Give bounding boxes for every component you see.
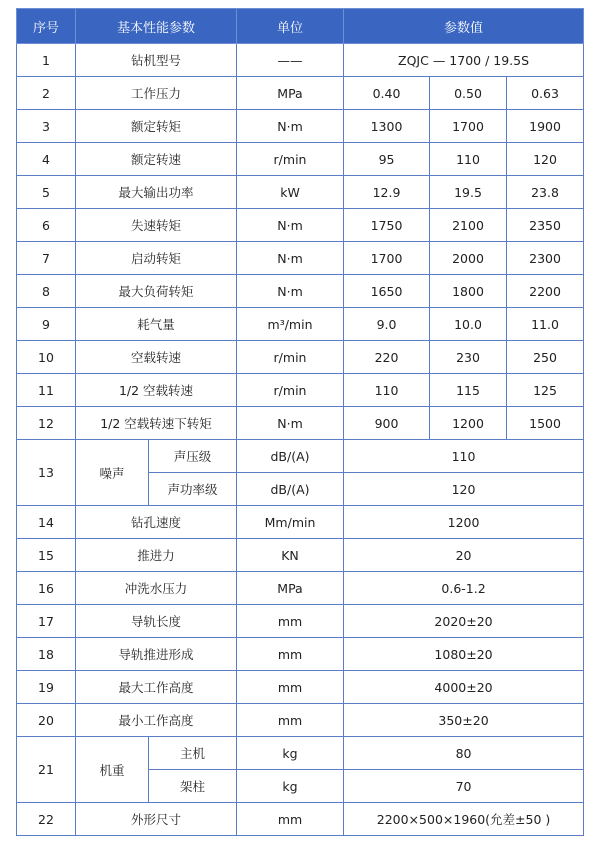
unit-cell: dB/(A): [237, 440, 344, 473]
unit-cell: dB/(A): [237, 473, 344, 506]
param-sub-name: 声压级: [149, 440, 237, 473]
unit-cell: N·m: [237, 275, 344, 308]
value-cell: 1200: [344, 506, 584, 539]
value-cell: 120: [507, 143, 584, 176]
unit-cell: mm: [237, 704, 344, 737]
value-cell: 19.5: [430, 176, 507, 209]
value-cell: 0.50: [430, 77, 507, 110]
param-name: 1/2 空载转速下转矩: [76, 407, 237, 440]
unit-cell: r/min: [237, 374, 344, 407]
param-name: 钻机型号: [76, 44, 237, 77]
table-row: [17, 704, 584, 737]
table-row: [17, 572, 584, 605]
unit-cell: N·m: [237, 110, 344, 143]
value-cell: 10.0: [430, 308, 507, 341]
row-no: 4: [17, 143, 76, 176]
value-cell: 1200: [430, 407, 507, 440]
param-name: 导轨推进形成: [76, 638, 237, 671]
param-name: 外形尺寸: [76, 803, 237, 836]
unit-cell: mm: [237, 671, 344, 704]
unit-cell: N·m: [237, 242, 344, 275]
param-name: 导轨长度: [76, 605, 237, 638]
param-name: 启动转矩: [76, 242, 237, 275]
param-sub-name: 声功率级: [149, 473, 237, 506]
value-cell: 1700: [344, 242, 430, 275]
param-name: 钻孔速度: [76, 506, 237, 539]
param-name: 额定转矩: [76, 110, 237, 143]
header-no: 序号: [17, 9, 76, 44]
param-group-name: 噪声: [76, 440, 149, 506]
value-cell: 1650: [344, 275, 430, 308]
row-no: 22: [17, 803, 76, 836]
row-no: 20: [17, 704, 76, 737]
row-no: 14: [17, 506, 76, 539]
param-name: 最大工作高度: [76, 671, 237, 704]
value-cell: 2000: [430, 242, 507, 275]
param-name: 最大输出功率: [76, 176, 237, 209]
value-cell: 12.9: [344, 176, 430, 209]
header-unit: 单位: [237, 9, 344, 44]
unit-cell: mm: [237, 803, 344, 836]
value-cell: 120: [344, 473, 584, 506]
value-cell: 0.6-1.2: [344, 572, 584, 605]
value-cell: 2200: [507, 275, 584, 308]
row-no: 3: [17, 110, 76, 143]
value-cell: 80: [344, 737, 584, 770]
value-cell: 23.8: [507, 176, 584, 209]
value-cell: 110: [430, 143, 507, 176]
unit-cell: mm: [237, 638, 344, 671]
table-row: [17, 110, 584, 143]
value-cell: 2200×500×1960(允差±50 ): [344, 803, 584, 836]
value-cell: 2020±20: [344, 605, 584, 638]
value-cell: 0.63: [507, 77, 584, 110]
unit-cell: MPa: [237, 77, 344, 110]
row-no: 16: [17, 572, 76, 605]
table-row: [17, 77, 584, 110]
table-row: [17, 638, 584, 671]
header-param: 基本性能参数: [76, 9, 237, 44]
row-no: 7: [17, 242, 76, 275]
spec-table-container: [16, 8, 583, 836]
param-name: 耗气量: [76, 308, 237, 341]
param-name: 失速转矩: [76, 209, 237, 242]
table-row: [17, 275, 584, 308]
row-no: 21: [17, 737, 76, 803]
param-group-name: 机重: [76, 737, 149, 803]
row-no: 19: [17, 671, 76, 704]
value-cell: 1500: [507, 407, 584, 440]
value-cell: 230: [430, 341, 507, 374]
table-row: [17, 506, 584, 539]
unit-cell: m³/min: [237, 308, 344, 341]
param-sub-name: 架柱: [149, 770, 237, 803]
value-cell: 95: [344, 143, 430, 176]
row-no: 18: [17, 638, 76, 671]
row-no: 10: [17, 341, 76, 374]
param-name: 额定转速: [76, 143, 237, 176]
param-sub-name: 主机: [149, 737, 237, 770]
unit-cell: N·m: [237, 209, 344, 242]
row-no: 11: [17, 374, 76, 407]
row-no: 8: [17, 275, 76, 308]
unit-cell: MPa: [237, 572, 344, 605]
unit-cell: KN: [237, 539, 344, 572]
param-name: 最大负荷转矩: [76, 275, 237, 308]
param-name: 工作压力: [76, 77, 237, 110]
table-row: [17, 671, 584, 704]
param-name: 空载转速: [76, 341, 237, 374]
value-cell: 1900: [507, 110, 584, 143]
unit-cell: N·m: [237, 407, 344, 440]
table-row: [17, 737, 584, 770]
table-row: [17, 539, 584, 572]
param-name: 推进力: [76, 539, 237, 572]
table-row: [17, 143, 584, 176]
value-cell: 0.40: [344, 77, 430, 110]
table-row: [17, 605, 584, 638]
value-cell: 1800: [430, 275, 507, 308]
table-row: [17, 440, 584, 473]
value-cell: 2100: [430, 209, 507, 242]
table-row: [17, 308, 584, 341]
value-cell: 900: [344, 407, 430, 440]
value-cell: 350±20: [344, 704, 584, 737]
value-cell: 1750: [344, 209, 430, 242]
table-row: [17, 407, 584, 440]
value-cell: ZQJC — 1700 / 19.5S: [344, 44, 584, 77]
param-name: 冲洗水压力: [76, 572, 237, 605]
value-cell: 110: [344, 440, 584, 473]
row-no: 17: [17, 605, 76, 638]
row-no: 9: [17, 308, 76, 341]
row-no: 6: [17, 209, 76, 242]
unit-cell: ——: [237, 44, 344, 77]
table-row: [17, 242, 584, 275]
table-row: [17, 209, 584, 242]
value-cell: 2350: [507, 209, 584, 242]
value-cell: 1300: [344, 110, 430, 143]
unit-cell: kg: [237, 770, 344, 803]
table-row: [17, 341, 584, 374]
unit-cell: r/min: [237, 341, 344, 374]
value-cell: 11.0: [507, 308, 584, 341]
unit-cell: r/min: [237, 143, 344, 176]
unit-cell: kW: [237, 176, 344, 209]
value-cell: 1080±20: [344, 638, 584, 671]
param-name: 最小工作高度: [76, 704, 237, 737]
unit-cell: Mm/min: [237, 506, 344, 539]
value-cell: 70: [344, 770, 584, 803]
table-row: [17, 803, 584, 836]
row-no: 15: [17, 539, 76, 572]
header-value: 参数值: [344, 9, 584, 44]
value-cell: 1700: [430, 110, 507, 143]
value-cell: 20: [344, 539, 584, 572]
value-cell: 4000±20: [344, 671, 584, 704]
table-row: [17, 176, 584, 209]
row-no: 5: [17, 176, 76, 209]
unit-cell: kg: [237, 737, 344, 770]
value-cell: 115: [430, 374, 507, 407]
spec-table: [16, 8, 584, 836]
table-row: [17, 374, 584, 407]
value-cell: 125: [507, 374, 584, 407]
row-no: 1: [17, 44, 76, 77]
value-cell: 250: [507, 341, 584, 374]
row-no: 2: [17, 77, 76, 110]
value-cell: 9.0: [344, 308, 430, 341]
unit-cell: mm: [237, 605, 344, 638]
value-cell: 110: [344, 374, 430, 407]
param-name: 1/2 空载转速: [76, 374, 237, 407]
row-no: 13: [17, 440, 76, 506]
table-header-row: [17, 9, 584, 44]
table-row: [17, 44, 584, 77]
value-cell: 2300: [507, 242, 584, 275]
value-cell: 220: [344, 341, 430, 374]
row-no: 12: [17, 407, 76, 440]
